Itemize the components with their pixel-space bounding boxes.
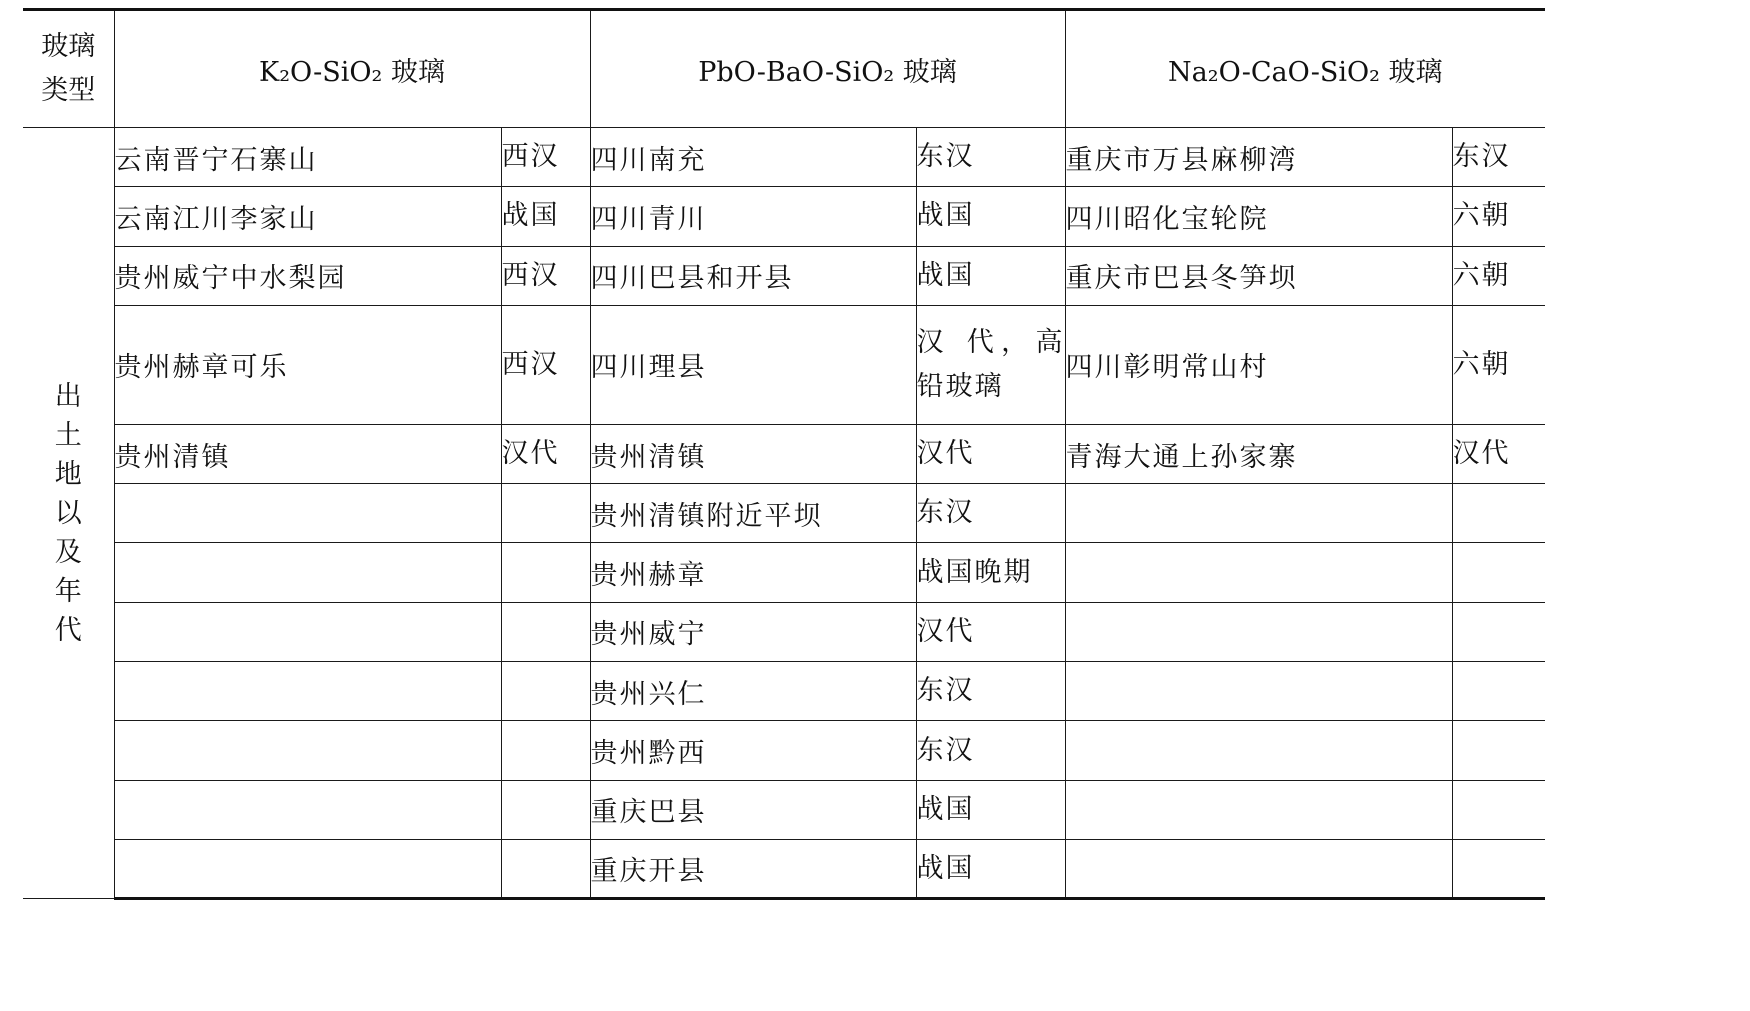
- na-era-cell: [1452, 543, 1545, 602]
- na-site-cell: [1065, 543, 1452, 602]
- table-row: [23, 602, 1545, 661]
- k-site-cell: 云南晋宁石寨山: [114, 128, 501, 187]
- na-site-cell: [1065, 662, 1452, 721]
- pb-site-cell: 四川理县: [590, 305, 916, 424]
- pb-era-cell: 东汉: [916, 662, 1065, 721]
- k-site-cell: 贵州赫章可乐: [114, 305, 501, 424]
- k-era-cell: [501, 839, 590, 898]
- side-label-char: 出: [54, 380, 82, 412]
- pb-era-cell: 东汉: [916, 721, 1065, 780]
- na-site-cell: 重庆市巴县冬笋坝: [1065, 246, 1452, 305]
- na-era-cell: 六朝: [1452, 187, 1545, 246]
- na-era-cell: 汉代: [1452, 424, 1545, 483]
- table-row: [23, 662, 1545, 721]
- pb-site-cell: 贵州威宁: [590, 602, 916, 661]
- pb-site-cell: 四川青川: [590, 187, 916, 246]
- na-era-cell: 六朝: [1452, 246, 1545, 305]
- pb-site-cell: 贵州兴仁: [590, 662, 916, 721]
- table-row: [23, 721, 1545, 780]
- pb-site-cell: 四川南充: [590, 128, 916, 187]
- na-era-cell: [1452, 839, 1545, 898]
- na-era-cell: [1452, 662, 1545, 721]
- k-era-cell: 战国: [501, 187, 590, 246]
- pb-site-cell: 贵州清镇: [590, 424, 916, 483]
- na-era-cell: 六朝: [1452, 305, 1545, 424]
- na-site-cell: [1065, 839, 1452, 898]
- pb-era-cell: 汉代: [916, 602, 1065, 661]
- k-site-cell: [114, 721, 501, 780]
- k-era-cell: [501, 543, 590, 602]
- k-site-cell: [114, 839, 501, 898]
- pb-site-cell: 重庆开县: [590, 839, 916, 898]
- side-label-char: 以: [54, 497, 82, 529]
- glass-type-header-line1: 玻璃: [41, 31, 96, 62]
- k-era-cell: [501, 721, 590, 780]
- glass-origin-table: [23, 8, 1545, 900]
- na-site-cell: [1065, 484, 1452, 543]
- side-label-char: 地: [54, 458, 82, 490]
- na-site-cell: [1065, 602, 1452, 661]
- k-site-cell: 云南江川李家山: [114, 187, 501, 246]
- na-era-cell: [1452, 602, 1545, 661]
- pb-era-cell: 战国晚期: [916, 543, 1065, 602]
- table-row: [23, 246, 1545, 305]
- table-row: [23, 484, 1545, 543]
- na-site-cell: [1065, 721, 1452, 780]
- na-site-cell: 四川彰明常山村: [1065, 305, 1452, 424]
- table-row: [23, 839, 1545, 898]
- na-site-cell: 重庆市万县麻柳湾: [1065, 128, 1452, 187]
- origin-and-era-side-label: [23, 128, 114, 899]
- k-site-cell: 贵州威宁中水梨园: [114, 246, 501, 305]
- k-era-cell: 汉代: [501, 424, 590, 483]
- side-label-char: 年: [54, 575, 82, 607]
- k-era-cell: [501, 602, 590, 661]
- na-era-cell: [1452, 484, 1545, 543]
- k-site-cell: [114, 602, 501, 661]
- pb-era-cell: 汉代: [916, 424, 1065, 483]
- pb-era-cell: 战国: [916, 780, 1065, 839]
- table-row: [23, 424, 1545, 483]
- table-row: [23, 543, 1545, 602]
- pb-era-cell: 汉 代，高铅玻璃: [916, 305, 1065, 424]
- pb-era-cell: 战国: [916, 839, 1065, 898]
- k-site-cell: [114, 662, 501, 721]
- na2o-cao-sio2-header: Na₂O-CaO-SiO₂ 玻璃: [1065, 10, 1545, 128]
- na-site-cell: [1065, 780, 1452, 839]
- k-era-cell: 西汉: [501, 246, 590, 305]
- pb-era-cell: 东汉: [916, 128, 1065, 187]
- table-row: [23, 305, 1545, 424]
- table-row: [23, 780, 1545, 839]
- pb-site-cell: 贵州黔西: [590, 721, 916, 780]
- pb-site-cell: 贵州赫章: [590, 543, 916, 602]
- k-site-cell: 贵州清镇: [114, 424, 501, 483]
- na-site-cell: 青海大通上孙家寨: [1065, 424, 1452, 483]
- k-era-cell: 西汉: [501, 128, 590, 187]
- k-era-cell: [501, 662, 590, 721]
- side-label-char: 土: [54, 419, 82, 451]
- side-label-char: 及: [54, 536, 82, 568]
- k-site-cell: [114, 780, 501, 839]
- pb-era-cell: 战国: [916, 246, 1065, 305]
- k-era-cell: [501, 780, 590, 839]
- pb-site-cell: 重庆巴县: [590, 780, 916, 839]
- pb-site-cell: 贵州清镇附近平坝: [590, 484, 916, 543]
- na-era-cell: [1452, 721, 1545, 780]
- k2o-sio2-header: K₂O-SiO₂ 玻璃: [114, 10, 590, 128]
- table-row: [23, 187, 1545, 246]
- k-site-cell: [114, 484, 501, 543]
- na-site-cell: 四川昭化宝轮院: [1065, 187, 1452, 246]
- na-era-cell: [1452, 780, 1545, 839]
- k-site-cell: [114, 543, 501, 602]
- pb-site-cell: 四川巴县和开县: [590, 246, 916, 305]
- k-era-cell: 西汉: [501, 305, 590, 424]
- k-era-cell: [501, 484, 590, 543]
- pb-era-cell: 战国: [916, 187, 1065, 246]
- side-label-char: 代: [54, 614, 82, 646]
- glass-type-header-line2: 类型: [41, 75, 96, 106]
- na-era-cell: 东汉: [1452, 128, 1545, 187]
- pb-era-cell: 东汉: [916, 484, 1065, 543]
- pbo-bao-sio2-header: PbO-BaO-SiO₂ 玻璃: [590, 10, 1065, 128]
- table-row: [23, 128, 1545, 187]
- glass-type-header-cell: [23, 10, 114, 128]
- table-header-row: [23, 10, 1545, 128]
